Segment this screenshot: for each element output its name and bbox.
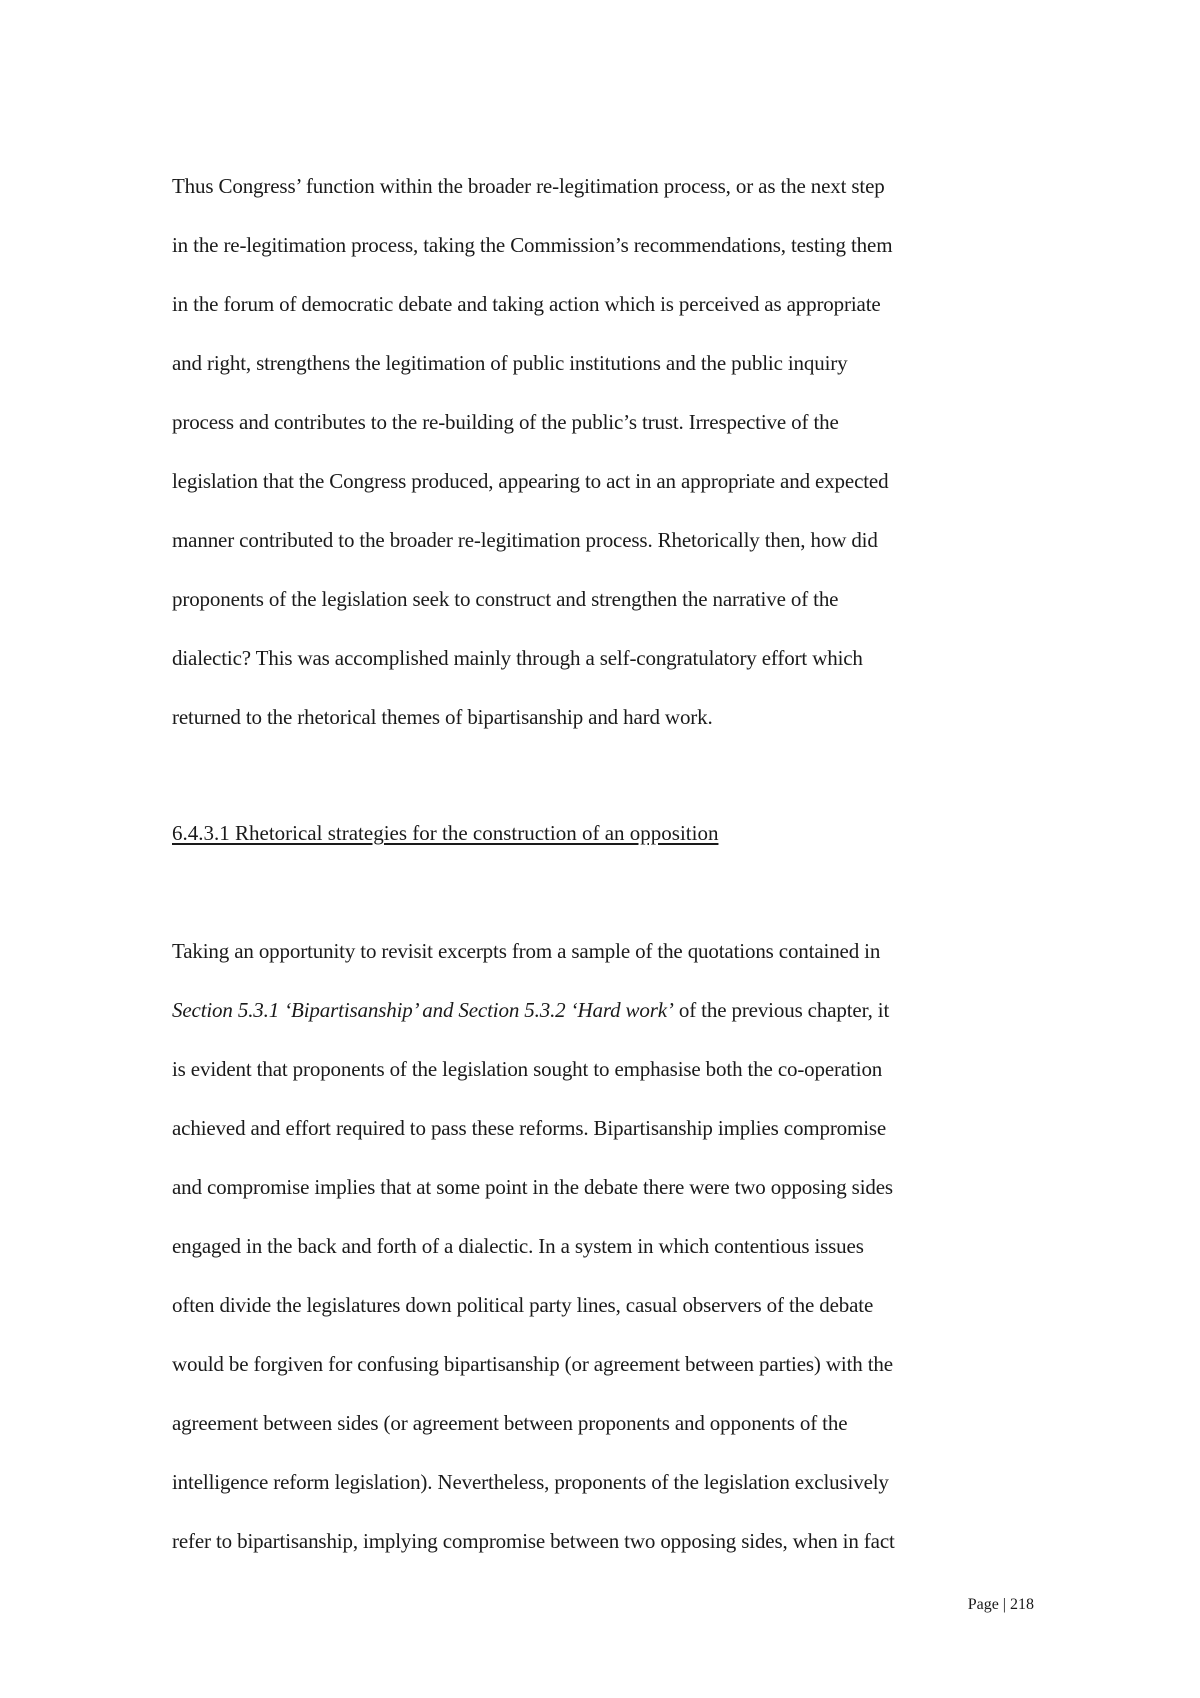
text-line: process and contributes to the re-building of the public’s trust. Irrespective of the — [172, 410, 839, 434]
text-line: often divide the legislatures down political party lines, casual observers of the debate — [172, 1293, 874, 1317]
text-line: dialectic? This was accomplished mainly through a self-congratulatory effort which — [172, 646, 863, 670]
text-line: would be forgiven for confusing bipartisanship (or agreement between parties) with the — [172, 1352, 893, 1376]
text-line: refer to bipartisanship, implying compromise between two opposing sides, when in fact — [172, 1529, 895, 1553]
text-line: returned to the rhetorical themes of bipartisanship and hard work. — [172, 705, 713, 729]
text-line: Thus Congress’ function within the broader re-legitimation process, or as the next step — [172, 174, 885, 198]
text-line: intelligence reform legislation). Nevertheless, proponents of the legislation exclusively — [172, 1470, 889, 1494]
text-line: legislation that the Congress produced, appearing to act in an appropriate and expected — [172, 469, 889, 493]
text-line: and compromise implies that at some point in the debate there were two opposing sides — [172, 1175, 893, 1199]
text-line: manner contributed to the broader re-legitimation process. Rhetorically then, how did — [172, 528, 878, 552]
text-line: achieved and effort required to pass these reforms. Bipartisanship implies compromise — [172, 1116, 887, 1140]
italic-reference: Section 5.3.1 ‘Bipartisanship’ and Section 5.3.2 ‘Hard work’ — [172, 998, 674, 1022]
text-line: proponents of the legislation seek to construct and strengthen the narrative of the — [172, 587, 839, 611]
text-line: agreement between sides (or agreement between proponents and opponents of the — [172, 1411, 848, 1435]
text-line: and right, strengthens the legitimation of public institutions and the public inquiry — [172, 351, 848, 375]
text-line: is evident that proponents of the legislation sought to emphasise both the co-operation — [172, 1057, 883, 1081]
text-line: Taking an opportunity to revisit excerpts from a sample of the quotations contained in — [172, 939, 881, 963]
text-line: engaged in the back and forth of a dialectic. In a system in which contentious issues — [172, 1234, 864, 1258]
section-heading: 6.4.3.1 Rhetorical strategies for the construction of an opposition — [172, 821, 719, 845]
text-line: in the re-legitimation process, taking the Commission’s recommendations, testing them — [172, 233, 893, 257]
body-paragraph — [172, 157, 1034, 747]
text-line — [172, 981, 1034, 1040]
section-heading-container — [172, 804, 1034, 863]
text-line: in the forum of democratic debate and taking action which is perceived as appropriate — [172, 292, 881, 316]
text-fragment: of the previous chapter, it — [673, 998, 890, 1022]
page-number: Page | 218 — [967, 1596, 1034, 1613]
body-paragraph — [172, 922, 1034, 1571]
